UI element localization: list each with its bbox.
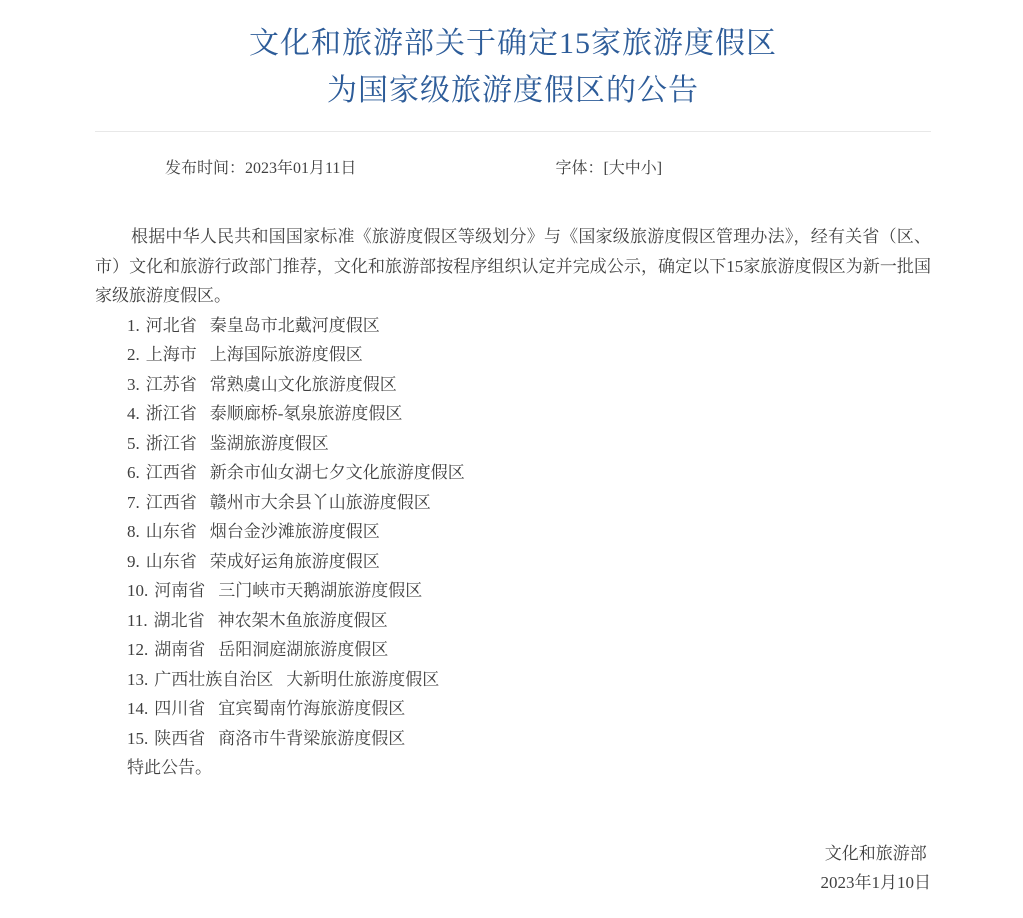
resort-index: 5.: [127, 433, 140, 453]
resort-province: 江西省: [145, 463, 197, 482]
font-size-control[interactable]: [大中小]: [603, 160, 663, 177]
resort-list-item: [95, 694, 931, 724]
resort-province: 河北省: [145, 315, 197, 335]
resort-province: 江西省: [145, 492, 197, 512]
resort-name: 岳阳洞庭湖旅游度假区: [218, 640, 389, 659]
document-container: [95, 0, 931, 898]
resort-list-item: [95, 576, 931, 606]
resort-name: 新余市仙女湖七夕文化旅游度假区: [209, 463, 465, 482]
page-title-line2: 为国家级旅游度假区的公告: [327, 74, 699, 107]
resort-name: 上海国际旅游度假区: [209, 345, 363, 364]
resort-province: 上海市: [145, 345, 197, 364]
resort-list-item: [95, 429, 931, 459]
font-setting-label: 字体：: [555, 160, 604, 177]
font-setting: [555, 160, 662, 177]
publish-time-label: 发布时间：: [165, 160, 246, 177]
resort-province: 山东省: [145, 522, 197, 541]
resort-list-item: [95, 488, 931, 518]
resort-province: 山东省: [145, 551, 197, 571]
resort-province: 广西壮族自治区: [154, 669, 274, 689]
resort-list-item: [95, 517, 931, 547]
resort-index: 8.: [127, 522, 140, 541]
resort-name: 鉴湖旅游度假区: [209, 433, 329, 453]
resort-index: 4.: [127, 404, 140, 423]
resort-list-item: [95, 665, 931, 695]
resort-index: 14.: [127, 699, 149, 718]
resort-index: 12.: [127, 640, 149, 659]
resort-name: 神农架木鱼旅游度假区: [217, 610, 388, 630]
resort-province: 湖南省: [154, 640, 206, 659]
resort-list-item: [95, 311, 931, 341]
resort-list-item: [95, 399, 931, 429]
resort-province: 四川省: [154, 699, 206, 718]
resort-name: 宜宾蜀南竹海旅游度假区: [218, 699, 406, 718]
resort-index: 13.: [127, 669, 149, 689]
signature-org: 文化和旅游部: [824, 843, 927, 863]
resort-index: 9.: [127, 551, 140, 571]
resort-list: [95, 311, 931, 754]
page-title: [95, 20, 931, 114]
signature-date: 2023年1月10日: [820, 873, 931, 892]
resort-province: 河南省: [154, 581, 206, 600]
resort-province: 浙江省: [145, 404, 197, 423]
resort-province: 浙江省: [145, 433, 197, 453]
publish-time: [165, 160, 356, 177]
closing-text: 特此公告。: [127, 758, 212, 777]
resort-province: 陕西省: [154, 728, 206, 748]
resort-name: 大新明仕旅游度假区: [286, 669, 440, 689]
resort-name: 荣成好运角旅游度假区: [209, 551, 380, 571]
resort-name: 秦皇岛市北戴河度假区: [209, 315, 380, 335]
intro-paragraph: 根据中华人民共和国国家标准《旅游度假区等级划分》与《国家级旅游度假区管理办法》，经有关省（区、市）文化和旅游行政部门推荐，文化和旅游部按程序组织认定并完成公示，确定以下15家旅游度假区为新一批国家级旅游度假区。: [95, 227, 931, 305]
resort-name: 烟台金沙滩旅游度假区: [209, 522, 380, 541]
resort-list-item: [95, 635, 931, 665]
resort-list-item: [95, 724, 931, 754]
signature-inner: [821, 839, 932, 898]
signature-block: [95, 839, 931, 898]
resort-index: 6.: [127, 463, 140, 482]
resort-index: 7.: [127, 492, 140, 512]
resort-index: 10.: [127, 581, 149, 600]
publish-time-value: 2023年01月11日: [245, 160, 357, 177]
resort-index: 3.: [127, 374, 140, 394]
resort-list-item: [95, 340, 931, 370]
resort-index: 11.: [127, 610, 148, 630]
resort-province: 湖北省: [153, 610, 205, 630]
resort-list-item: [95, 606, 931, 636]
resort-name: 赣州市大余县丫山旅游度假区: [209, 492, 431, 512]
resort-name: 常熟虞山文化旅游度假区: [209, 374, 397, 394]
resort-index: 15.: [127, 728, 149, 748]
resort-index: 1.: [127, 315, 140, 335]
resort-name: 泰顺廊桥-氡泉旅游度假区: [209, 404, 403, 423]
resort-index: 2.: [127, 345, 140, 364]
meta-bar: [95, 159, 931, 179]
resort-list-item: [95, 458, 931, 488]
resort-list-item: [95, 547, 931, 577]
title-divider: [95, 131, 931, 132]
resort-name: 商洛市牛背梁旅游度假区: [218, 728, 406, 748]
resort-name: 三门峡市天鹅湖旅游度假区: [218, 581, 423, 600]
resort-list-item: [95, 370, 931, 400]
document-body: [95, 222, 931, 898]
page-title-line1: 文化和旅游部关于确定15家旅游度假区: [249, 27, 777, 60]
resort-province: 江苏省: [145, 374, 197, 394]
